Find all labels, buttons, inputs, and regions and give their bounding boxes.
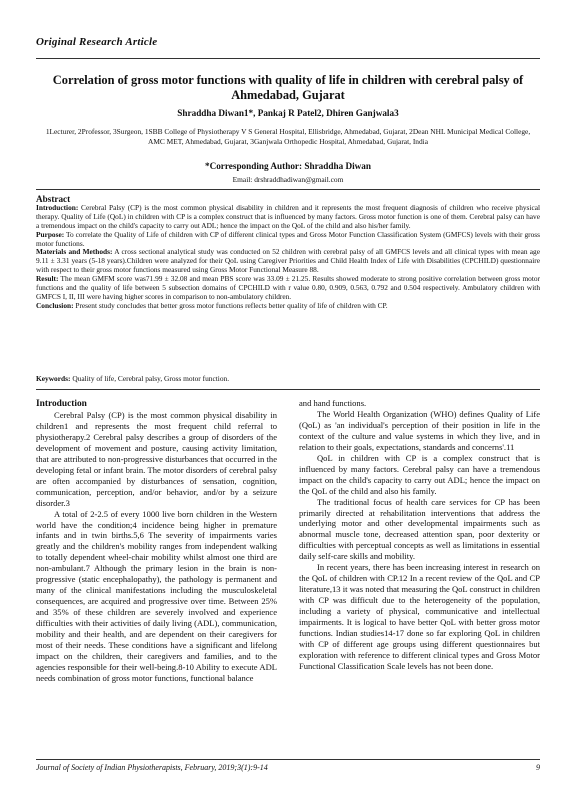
body-paragraph: In recent years, there has been increasing interest in research on the QoL of children with CP.12 In a recent review of the QoL and CP literature,13 it was noted that measuring the QoL construct in children with CP was difficult due to the heterogeneity of the population, including a variety of physical, communicative and intellectual impairments. It is logical to have better QoL with better gross motor functions. Indian studies14-17 done so far exploring QoL in children with CP of different age groups using different questionnaires but exploration with reference to different clinical types and Gross Motor Functional Classification Scale levels has not been done. xyxy=(299,562,540,671)
keywords-text: Quality of life, Cerebral palsy, Gross motor function. xyxy=(70,374,230,383)
journal-citation: Journal of Society of Indian Physiotherapists, February, 2019;3(1):9-14 xyxy=(36,763,268,772)
abstract-introduction-label: Introduction: xyxy=(36,202,79,212)
page-number: 9 xyxy=(536,763,540,772)
body-column-right xyxy=(299,398,540,672)
abstract-conclusion xyxy=(36,302,540,311)
abstract-methods xyxy=(36,248,540,275)
abstract-result-text: The mean GMFM score was71.99 ± 32.08 and mean PBS score was 33.09 ± 21.25. Results showed moderate to strong positive correlation between gross motor functions and the quality of life between 5 subsection domains of CPCHILD with r value 0.80, 0.909, 0.563, 0.792 and 0.504 respectively. Ambulatory children with GMFCS I, II, III were having higher scores in comparison to non-ambulatory children. xyxy=(36,274,540,301)
body-paragraph: The traditional focus of health care services for CP has been primarily directed at rehabilitation interventions that address the underlying motor and other developmental impairments such as abnormal muscle tone, decreased attention span, poor dexterity or difficulties with perceptual concepts as well as limitations in essential daily self-care skills and mobility. xyxy=(299,496,540,562)
body-paragraph: Cerebral Palsy (CP) is the most common physical disability in children1 and represents the most frequent child referral to physiotherapy.2 Cerebral palsy describes a group of disorders of the development of movement and posture, causing activity limitation, that are attributed to non-progressive disturbances that occurred in the developing fetal or infant brain. The motor disorders of cerebral palsy are often accompanied by disturbances of sensation, cognition, communication, perception, and/or behavior, and/or by a seizure disorder.3 xyxy=(36,410,277,508)
keywords xyxy=(36,374,540,383)
header-rule xyxy=(36,58,540,59)
abstract-heading: Abstract xyxy=(36,194,71,204)
corresponding-author: *Corresponding Author: Shraddha Diwan xyxy=(204,161,371,171)
abstract-result-label: Result: xyxy=(36,274,59,284)
abstract-purpose xyxy=(36,231,540,249)
body-paragraph: and hand functions. xyxy=(299,398,367,408)
introduction-heading: Introduction xyxy=(36,399,87,409)
author-email: Email: drshraddhadiwan@gmail.com xyxy=(232,175,344,184)
page-footer xyxy=(36,763,540,772)
abstract-introduction xyxy=(36,204,540,231)
keywords-label: Keywords: xyxy=(36,374,71,383)
article-type-label: Original Research Article xyxy=(36,36,158,48)
abstract-result xyxy=(36,275,540,302)
body-column-left xyxy=(36,398,277,684)
abstract-block xyxy=(36,195,540,311)
author-list: Shraddha Diwan1*, Pankaj R Patel2, Dhiren Ganjwala3 xyxy=(177,108,399,118)
abstract-top-rule xyxy=(36,189,540,190)
abstract-purpose-label: Purpose: xyxy=(36,229,65,239)
body-paragraph: A total of 2-2.5 of every 1000 live born children in the Western world have the condition;4 incidence being higher in premature infants and in twin births.5,6 The severity of impairments varies greatly and the children's mobility ranges from independent walking to totally dependent wheel-chair mobility whilst almost one third are non-ambulant.7 Although the primary lesion in the brain is non-progressive (static encephalopathy), the pathology is permanent and many of the clinical manifestations including the musculoskeletal consequences, are acquired and progressive over time. Between 25% and 35% of these children are severely involved and experience difficulties with their activities of daily living (ADL), communication, mobility and their health, and are dependent on their caregivers for most of their needs. These conditions have a significant and lifelong impact on the children, their caregivers and families, and to the agencies responsible for their well-being.8-10 Ability to execute ADL needs combination of gross motor functions, functional balance xyxy=(36,508,277,683)
body-top-rule xyxy=(36,389,540,390)
article-title: Correlation of gross motor functions with quality of life in children with cerebral palsy of Ahmedabad, Gujarat xyxy=(52,73,524,102)
body-paragraph: The World Health Organization (WHO) defines Quality of Life (QoL) as 'an individual's perception of their position in life in the context of the culture and value systems in which they live, and in relation to their goals, expectations, standards and concerns'.11 xyxy=(299,408,540,452)
abstract-methods-label: Materials and Methods: xyxy=(36,247,113,257)
abstract-purpose-text: To correlate the Quality of Life of children with CP of different clinical types and Gross Motor Function Classification System (GMFCS) levels with their gross motor functions. xyxy=(36,229,540,248)
abstract-methods-text: A cross sectional analytical study was conducted on 52 children with cerebral palsy of all GMFCS levels and all clinical types with mean age 9.11 ± 3.31 years (5-18 years).Children were analyzed for their QoL using Caregiver Priorities and Child Health Index of Life with Disabilities (CPCHILD) questionnaire with respect to their gross motor functions measured using Gross Motor Functional Measure 88. xyxy=(36,247,540,275)
abstract-conclusion-label: Conclusion: xyxy=(36,300,74,310)
affiliations: 1Lecturer, 2Professor, 3Surgeon, 1SBB College of Physiotherapy V S General Hospital, Ellisbridge, Ahmedabad, Gujarat, 2Dean NHL Municipal Medical College, AMC MET, Ahmedabad, Gujarat, 3Ganjwala Orthopedic Hospital, Ahmedabad, Gujarat, India xyxy=(45,127,531,146)
abstract-conclusion-text: Present study concludes that better gross motor functions reflects better quality of life of children with CP. xyxy=(73,300,388,310)
abstract-introduction-text: Cerebral Palsy (CP) is the most common physical disability in children and it represents the most frequent diagnosis of children who receive physical therapy. Quality of Life (QoL) in children with CP is a complex construct that is influenced by many factors. Gross motor function is one of them. Cerebral palsy can have a tremendous impact on the child's capacity to carry out ADL; hence the impact on the QoL of the child and also his/her family. xyxy=(36,202,540,230)
footer-rule xyxy=(36,759,540,760)
body-paragraph: QoL in children with CP is a complex construct that is influenced by many factors. Cerebral palsy can have a tremendous impact on the child's capacity to carry out ADL; hence the impact on the QoL of the child and also his family. xyxy=(299,452,540,496)
